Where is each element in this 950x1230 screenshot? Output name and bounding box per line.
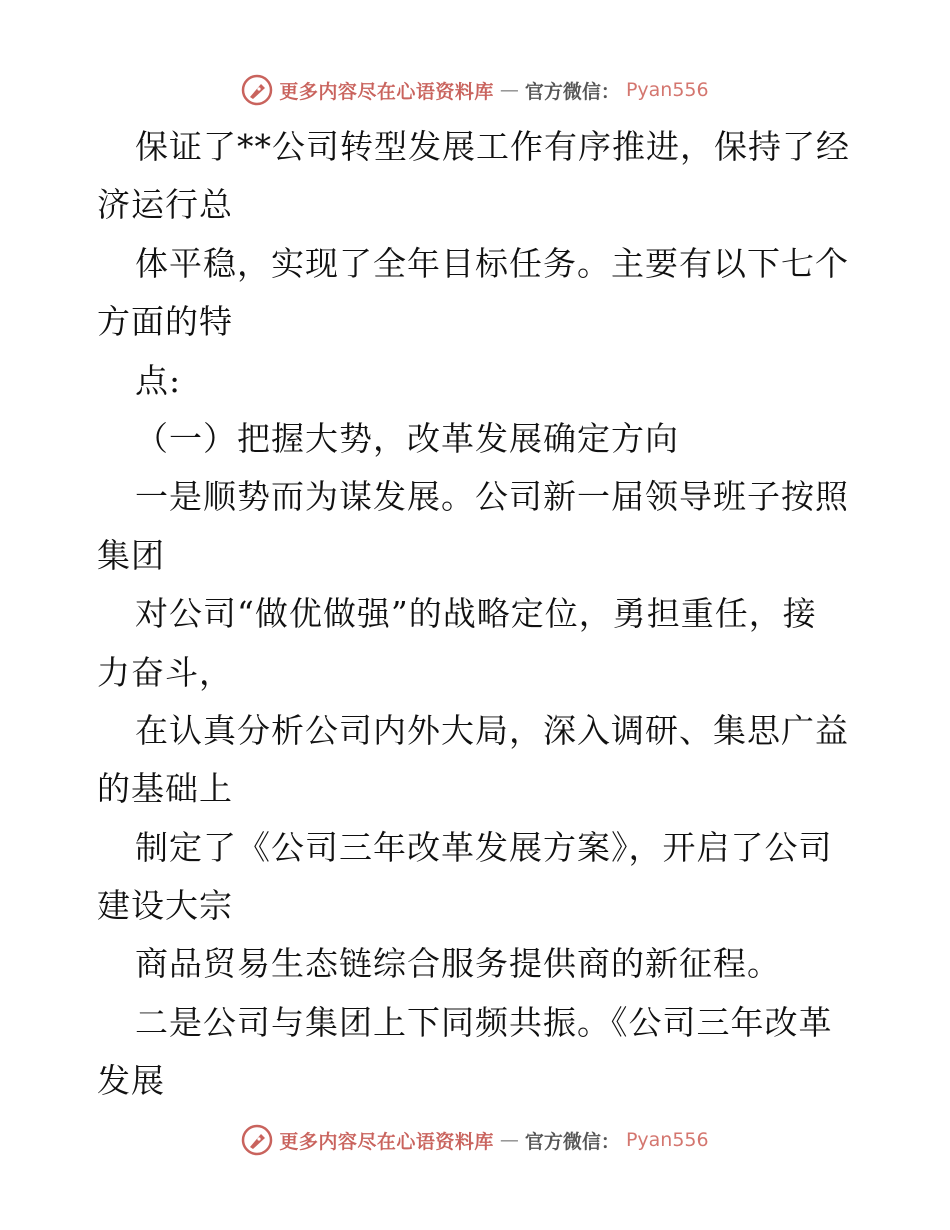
watermark-dash: — (499, 79, 519, 101)
document-line: 集团 (97, 535, 165, 575)
document-line: 一是顺势而为谋发展。公司新一届领导班子按照 (135, 477, 849, 517)
watermark-site-text: 更多内容尽在心语资料库 (279, 1130, 494, 1153)
document-line: 二是公司与集团上下同频共振。《公司三年改革 (135, 1002, 833, 1042)
watermark-wechat-id: Pyan556 (625, 79, 709, 101)
watermark-dash: — (499, 1129, 519, 1151)
document-line: 体平稳，实现了全年目标任务。主要有以下七个 (135, 243, 849, 283)
document-line: 保证了**公司转型发展工作有序推进，保持了经 (135, 127, 850, 166)
document-line: 建设大宗 (97, 886, 233, 926)
footer-watermark (0, 1120, 950, 1160)
document-line: 商品贸易生态链综合服务提供商的新征程。 (135, 944, 781, 984)
document-line: 点: (135, 360, 182, 400)
document-line: 力奋斗， (97, 652, 233, 692)
watermark-wechat-label: 官方微信： (524, 80, 620, 103)
document-line: 济运行总 (97, 185, 233, 225)
pen-nib-logo-icon (241, 74, 273, 106)
document-line: 发展 (97, 1061, 165, 1101)
document-line: 方面的特 (97, 302, 233, 342)
watermark-wechat-label: 官方微信： (524, 1130, 620, 1153)
watermark-wechat-id: Pyan556 (625, 1129, 709, 1151)
document-line: 制定了《公司三年改革发展方案》，开启了公司 (135, 827, 833, 867)
watermark-site-text: 更多内容尽在心语资料库 (279, 80, 494, 103)
header-watermark (0, 70, 950, 110)
document-line: 对公司“做优做强”的战略定位，勇担重任，接 (135, 594, 817, 634)
pen-nib-logo-icon (241, 1124, 273, 1156)
document-line: 在认真分析公司内外大局，深入调研、集思广益 (135, 710, 849, 750)
document-line: 的基础上 (97, 769, 233, 809)
document-line: （一）把握大势，改革发展确定方向 (135, 418, 679, 458)
document-body (97, 118, 857, 1111)
